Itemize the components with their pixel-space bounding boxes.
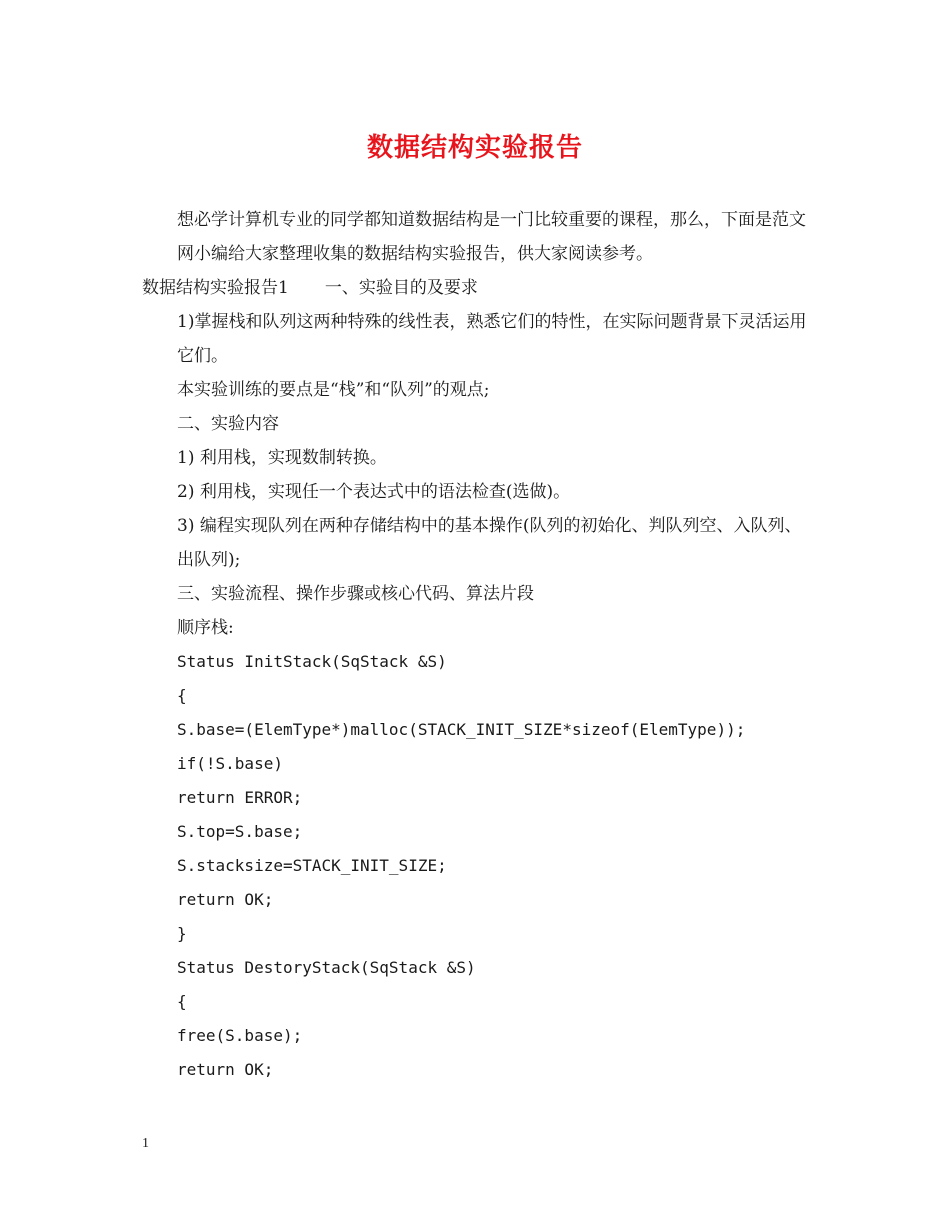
content-item: 3) 编程实现队列在两种存储结构中的基本操作(队列的初始化、判队列空、入队列、出队列); — [177, 516, 802, 570]
code-line: Status DestoryStack(SqStack &S) — [177, 958, 476, 977]
seq-stack-label: 顺序栈: — [177, 618, 234, 638]
report-heading: 数据结构实验报告1 — [142, 278, 289, 298]
document-title: 数据结构实验报告 — [366, 133, 583, 163]
code-line: Status InitStack(SqStack &S) — [177, 652, 447, 671]
content-item: 1) 利用栈，实现数制转换。 — [177, 448, 387, 468]
code-line: S.top=S.base; — [177, 822, 303, 841]
code-line: S.stacksize=STACK_INIT_SIZE; — [177, 856, 447, 875]
code-line: return OK; — [177, 1060, 274, 1079]
code-line: if(!S.base) — [177, 754, 283, 773]
code-line: S.base=(ElemType*)malloc(STACK_INIT_SIZE*sizeof(ElemType)); — [177, 720, 746, 739]
content-item: 2) 利用栈，实现任一个表达式中的语法检查(选做)。 — [177, 482, 571, 502]
report-heading-line — [142, 271, 812, 305]
section2-heading: 二、实验内容 — [177, 414, 279, 434]
page-number: 1 — [142, 1136, 149, 1151]
key-points-paragraph: 本实验训练的要点是“栈”和“队列”的观点; — [177, 380, 490, 400]
section1-heading: 一、实验目的及要求 — [324, 278, 478, 298]
intro-paragraph: 想必学计算机专业的同学都知道数据结构是一门比较重要的课程，那么，下面是范文网小编给大家整理收集的数据结构实验报告，供大家阅读参考。 — [177, 210, 806, 264]
code-line: } — [177, 924, 187, 943]
document-body — [142, 203, 812, 1087]
code-line: free(S.base); — [177, 1026, 303, 1045]
section3-heading: 三、实验流程、操作步骤或核心代码、算法片段 — [177, 584, 534, 604]
code-line: return ERROR; — [177, 788, 303, 807]
code-line: { — [177, 686, 187, 705]
objective-paragraph: 1)掌握栈和队列这两种特殊的线性表，熟悉它们的特性，在实际问题背景下灵活运用它们。 — [177, 312, 807, 366]
code-line: return OK; — [177, 890, 274, 909]
code-line: { — [177, 992, 187, 1011]
